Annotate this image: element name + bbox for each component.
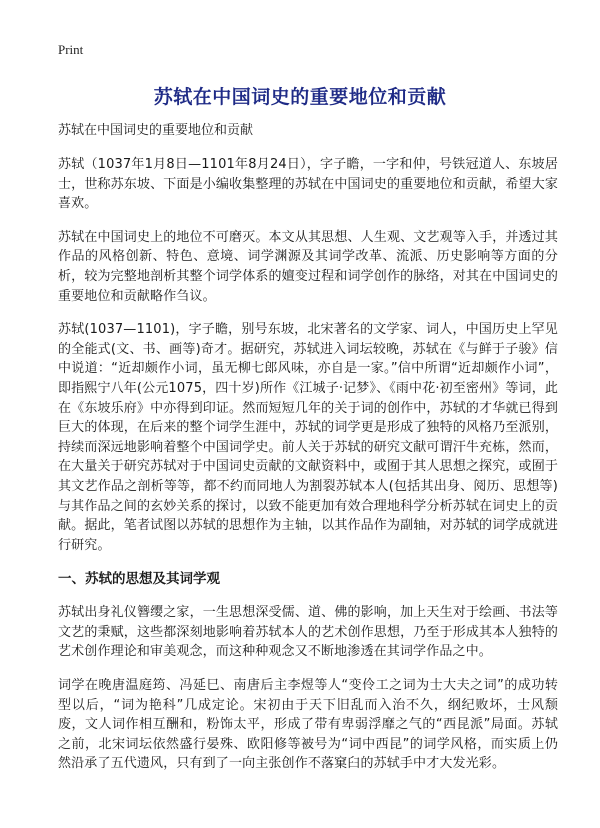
section-paragraph: 苏轼出身礼仪簪缨之家，一生思想深受儒、道、佛的影响，加上天生对于绘画、书法等文艺的秉赋，这些都深刻地影响着苏轼本人的艺术创作思想，乃至于形成其本人独特的艺术创作理论和审美观念，而这种种观念又不断地渗透在其词学作品之中。 bbox=[58, 605, 558, 660]
intro-paragraph: 苏轼（1037年1月8日—1101年8月24日），字子瞻，一字和仲，号铁冠道人、东坡居士，世称苏东坡、下面是小编收集整理的苏轼在中国词史的重要地位和贡献，希望大家喜欢。 bbox=[58, 157, 558, 212]
abstract-paragraph: 苏轼在中国词史上的地位不可磨灭。本文从其思想、人生观、文艺观等入手，并透过其作品的风格创新、特色、意境、词学渊源及其词学改革、流派、历史影响等方面的分析，较为完整地剖析其整个词学体系的嬗变过程和词学创作的脉络，对其在中国词史的重要地位和贡献略作刍议。 bbox=[58, 229, 558, 304]
print-link[interactable]: Print bbox=[58, 42, 84, 57]
article-subtitle: 苏轼在中国词史的重要地位和贡献 bbox=[58, 123, 254, 138]
section-heading: 一、苏轼的思想及其词学观 bbox=[58, 571, 220, 588]
section-paragraph: 词学在晚唐温庭筠、冯延巳、南唐后主李煜等人“变伶工之词为士大夫之词”的成功转型以后，“词为艳科”几成定论。宋初由于天下旧乱而入治不久，纲纪败坏，士风颓废，文人词作相互酬和，粉饰太平，形成了带有卑弱浮靡之气的“西昆派”局面。苏轼之前，北宋词坛依然盛行晏殊、欧阳修等被号为“词中西昆”的词学风格，而实质上仍然沿承了五代遗风，只有到了一向主张创作不落窠臼的苏轼手中才大发光彩。 bbox=[58, 678, 558, 772]
background-paragraph: 苏轼(1037—1101)，字子瞻，别号东坡，北宋著名的文学家、词人，中国历史上罕见的全能式(文、书、画等)奇才。据研究，苏轼进入词坛较晚，苏轼在《与鲜于子骏》信中说道：“近却颇作小词，虽无柳七郎风味，亦自是一家。”信中所谓“近却颇作小词”，即指熙宁八年(公元1075，四十岁)所作《江城子·记梦》、《雨中花·初至密州》等词，此在《东坡乐府》中亦得到印证。然而短短几年的关于词的创作中，苏轼的才华就已得到巨大的体现，在后来的整个词学生涯中，苏轼的词学更是形成了独特的风格乃至派别，持续而深远地影响着整个中国词学史。前人关于苏轼的研究文献可谓汗牛充栋，然而，在大量关于研究苏轼对于中国词史贡献的文献资料中，或囿于其人思想之探究，或囿于其文艺作品之剖析等等，都不约而同地人为割裂苏轼本人(包括其出身、阅历、思想等)与其作品之间的玄妙关系的探讨，以致不能更加有效合理地科学分析苏轼在词史上的贡献。据此，笔者试图以苏轼的思想作为主轴，以其作品作为副轴，对苏轼的词学成就进行研究。 bbox=[58, 322, 558, 553]
page-title: 苏轼在中国词史的重要地位和贡献 bbox=[153, 86, 447, 108]
article-body bbox=[58, 121, 558, 788]
